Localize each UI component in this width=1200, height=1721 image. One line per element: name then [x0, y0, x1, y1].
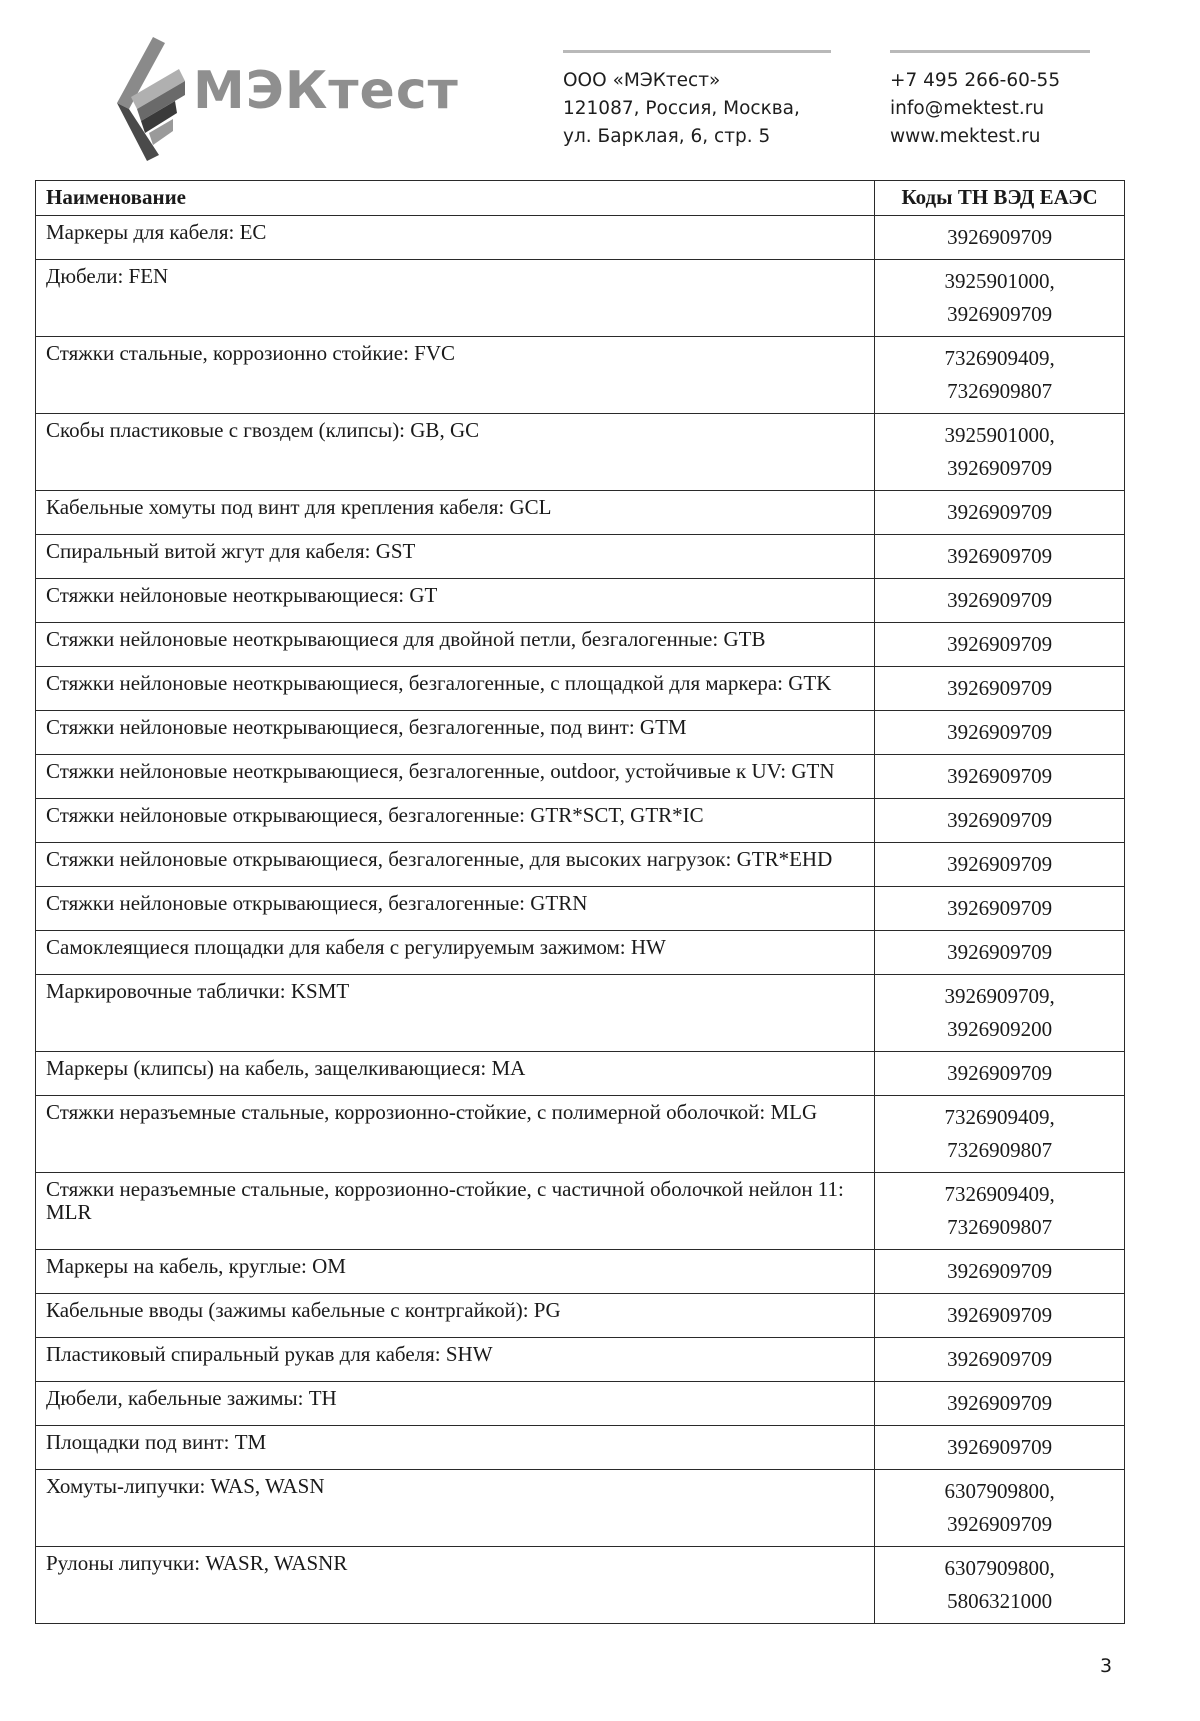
table-body: [36, 216, 1125, 1624]
hs-code: 7326909409,: [944, 1105, 1055, 1129]
hs-code: 3926909709: [947, 588, 1053, 612]
product-name-cell: Маркеры на кабель, круглые: OM: [36, 1250, 875, 1294]
table-row: [36, 755, 1125, 799]
product-name-cell: Стяжки нейлоновые открывающиеся, безгалогенные: GTRN: [36, 887, 875, 931]
table-row: [36, 887, 1125, 931]
product-name-cell: Дюбели: FEN: [36, 260, 875, 337]
table-row: [36, 711, 1125, 755]
hs-code: 6307909800,: [944, 1479, 1055, 1503]
hs-code-cell: [875, 1052, 1125, 1096]
page-number: 3: [1100, 1655, 1113, 1677]
hs-code-cell: [875, 931, 1125, 975]
phone-number: +7 495 266-60-55: [890, 70, 1061, 91]
hs-code: 3926909709: [947, 764, 1053, 788]
hs-code-cell: [875, 1294, 1125, 1338]
table-row: [36, 1096, 1125, 1173]
hs-code: 3926909709: [947, 456, 1053, 480]
table-row: [36, 337, 1125, 414]
hs-code: 3926909709: [947, 632, 1053, 656]
hs-code-cell: [875, 1547, 1125, 1624]
product-name-cell: Дюбели, кабельные зажимы: TH: [36, 1382, 875, 1426]
product-name-cell: Стяжки нейлоновые открывающиеся, безгалогенные, для высоких нагрузок: GTR*EHD: [36, 843, 875, 887]
hs-code: 7326909409,: [944, 346, 1055, 370]
hs-code-cell: [875, 260, 1125, 337]
product-name-cell: Стяжки неразъемные стальные, коррозионно-стойкие, с частичной оболочкой нейлон 11: MLR: [36, 1173, 875, 1250]
table-header-row: [36, 181, 1125, 216]
hs-code-cell: [875, 1096, 1125, 1173]
hs-code-cell: [875, 755, 1125, 799]
hs-code: 3926909200: [947, 1017, 1053, 1041]
table-row: [36, 1250, 1125, 1294]
table-row: [36, 216, 1125, 260]
hs-code: 3925901000,: [944, 269, 1055, 293]
hs-code: 3925901000,: [944, 423, 1055, 447]
hs-code-cell: [875, 843, 1125, 887]
company-logo: [115, 35, 465, 165]
hs-code: 3926909709: [947, 225, 1053, 249]
letterhead: [0, 0, 1200, 175]
hs-code: 3926909709: [947, 1259, 1053, 1283]
hs-code: 3926909709: [947, 852, 1053, 876]
table-row: [36, 1382, 1125, 1426]
customs-codes-table: [35, 180, 1125, 1624]
hs-code: 3926909709: [947, 1303, 1053, 1327]
logo-mark-icon: [115, 35, 195, 165]
header-codes: Коды ТН ВЭД ЕАЭС: [875, 181, 1125, 216]
hs-code: 3926909709: [947, 500, 1053, 524]
hs-code: 5806321000: [947, 1589, 1053, 1613]
hs-code-cell: [875, 623, 1125, 667]
hs-code-cell: [875, 667, 1125, 711]
table-row: [36, 623, 1125, 667]
hs-code-cell: [875, 414, 1125, 491]
table-row: [36, 1052, 1125, 1096]
product-name-cell: Пластиковый спиральный рукав для кабеля: SHW: [36, 1338, 875, 1382]
hs-code-cell: [875, 491, 1125, 535]
table-row: [36, 491, 1125, 535]
hs-code-cell: [875, 1382, 1125, 1426]
company-address: [563, 50, 831, 151]
company-contacts: [890, 50, 1090, 151]
hs-code-cell: [875, 711, 1125, 755]
table-row: [36, 1470, 1125, 1547]
hs-code-cell: [875, 887, 1125, 931]
product-name-cell: Маркеры (клипсы) на кабель, защелкивающиеся: MA: [36, 1052, 875, 1096]
logo-wordmark: МЭКтест: [193, 61, 459, 121]
hs-code-cell: [875, 1173, 1125, 1250]
table-row: [36, 843, 1125, 887]
product-name-cell: Стяжки нейлоновые неоткрывающиеся, безгалогенные, под винт: GTM: [36, 711, 875, 755]
hs-code: 3926909709: [947, 676, 1053, 700]
product-name-cell: Стяжки нейлоновые открывающиеся, безгалогенные: GTR*SCT, GTR*IC: [36, 799, 875, 843]
table-row: [36, 1338, 1125, 1382]
product-name-cell: Спиральный витой жгут для кабеля: GST: [36, 535, 875, 579]
hs-code: 7326909807: [947, 1215, 1053, 1239]
address-line-2: ул. Барклая, 6, стр. 5: [563, 126, 771, 147]
product-name-cell: Хомуты-липучки: WAS, WASN: [36, 1470, 875, 1547]
product-name-cell: Кабельные хомуты под винт для крепления кабеля: GCL: [36, 491, 875, 535]
hs-code-cell: [875, 1250, 1125, 1294]
address-line-1: 121087, Россия, Москва,: [563, 98, 800, 119]
hs-code: 3926909709: [947, 896, 1053, 920]
table-row: [36, 1173, 1125, 1250]
product-name-cell: Кабельные вводы (зажимы кабельные с контргайкой): PG: [36, 1294, 875, 1338]
table-row: [36, 931, 1125, 975]
hs-code: 3926909709: [947, 940, 1053, 964]
hs-code: 6307909800,: [944, 1556, 1055, 1580]
hs-code: 3926909709: [947, 808, 1053, 832]
hs-code-cell: [875, 337, 1125, 414]
table-row: [36, 579, 1125, 623]
product-name-cell: Маркировочные таблички: KSMT: [36, 975, 875, 1052]
table-row: [36, 1426, 1125, 1470]
product-name-cell: Стяжки стальные, коррозионно стойкие: FVC: [36, 337, 875, 414]
hs-code-cell: [875, 975, 1125, 1052]
table-row: [36, 799, 1125, 843]
hs-code: 7326909409,: [944, 1182, 1055, 1206]
product-name-cell: Стяжки нейлоновые неоткрывающиеся, безгалогенные, outdoor, устойчивые к UV: GTN: [36, 755, 875, 799]
hs-code-cell: [875, 535, 1125, 579]
company-name: ООО «МЭКтест»: [563, 70, 721, 91]
email-address: info@mektest.ru: [890, 98, 1045, 119]
website-address: www.mektest.ru: [890, 126, 1041, 147]
table-row: [36, 260, 1125, 337]
table-row: [36, 535, 1125, 579]
product-name-cell: Стяжки нейлоновые неоткрывающиеся: GT: [36, 579, 875, 623]
hs-code: 7326909807: [947, 1138, 1053, 1162]
product-name-cell: Площадки под винт: TM: [36, 1426, 875, 1470]
product-name-cell: Скобы пластиковые с гвоздем (клипсы): GB, GC: [36, 414, 875, 491]
table-row: [36, 414, 1125, 491]
hs-code: 7326909807: [947, 379, 1053, 403]
address-divider: [563, 50, 831, 53]
hs-code: 3926909709: [947, 1061, 1053, 1085]
hs-code: 3926909709: [947, 1512, 1053, 1536]
product-name-cell: Стяжки неразъемные стальные, коррозионно-стойкие, с полимерной оболочкой: MLG: [36, 1096, 875, 1173]
hs-code-cell: [875, 216, 1125, 260]
product-name-cell: Самоклеящиеся площадки для кабеля с регулируемым зажимом: HW: [36, 931, 875, 975]
hs-code: 3926909709: [947, 1347, 1053, 1371]
product-name-cell: Маркеры для кабеля: EC: [36, 216, 875, 260]
hs-code-cell: [875, 579, 1125, 623]
hs-code: 3926909709: [947, 302, 1053, 326]
contacts-divider: [890, 50, 1090, 53]
hs-code-cell: [875, 1338, 1125, 1382]
hs-code: 3926909709: [947, 544, 1053, 568]
table-row: [36, 975, 1125, 1052]
hs-code: 3926909709: [947, 720, 1053, 744]
hs-code-cell: [875, 1426, 1125, 1470]
product-name-cell: Стяжки нейлоновые неоткрывающиеся, безгалогенные, с площадкой для маркера: GTK: [36, 667, 875, 711]
header-name: Наименование: [36, 181, 875, 216]
product-name-cell: Стяжки нейлоновые неоткрывающиеся для двойной петли, безгалогенные: GTB: [36, 623, 875, 667]
table-row: [36, 1547, 1125, 1624]
hs-code-cell: [875, 799, 1125, 843]
table-row: [36, 667, 1125, 711]
hs-code: 3926909709,: [944, 984, 1055, 1008]
hs-code: 3926909709: [947, 1435, 1053, 1459]
hs-code-cell: [875, 1470, 1125, 1547]
product-name-cell: Рулоны липучки: WASR, WASNR: [36, 1547, 875, 1624]
table-row: [36, 1294, 1125, 1338]
hs-code: 3926909709: [947, 1391, 1053, 1415]
